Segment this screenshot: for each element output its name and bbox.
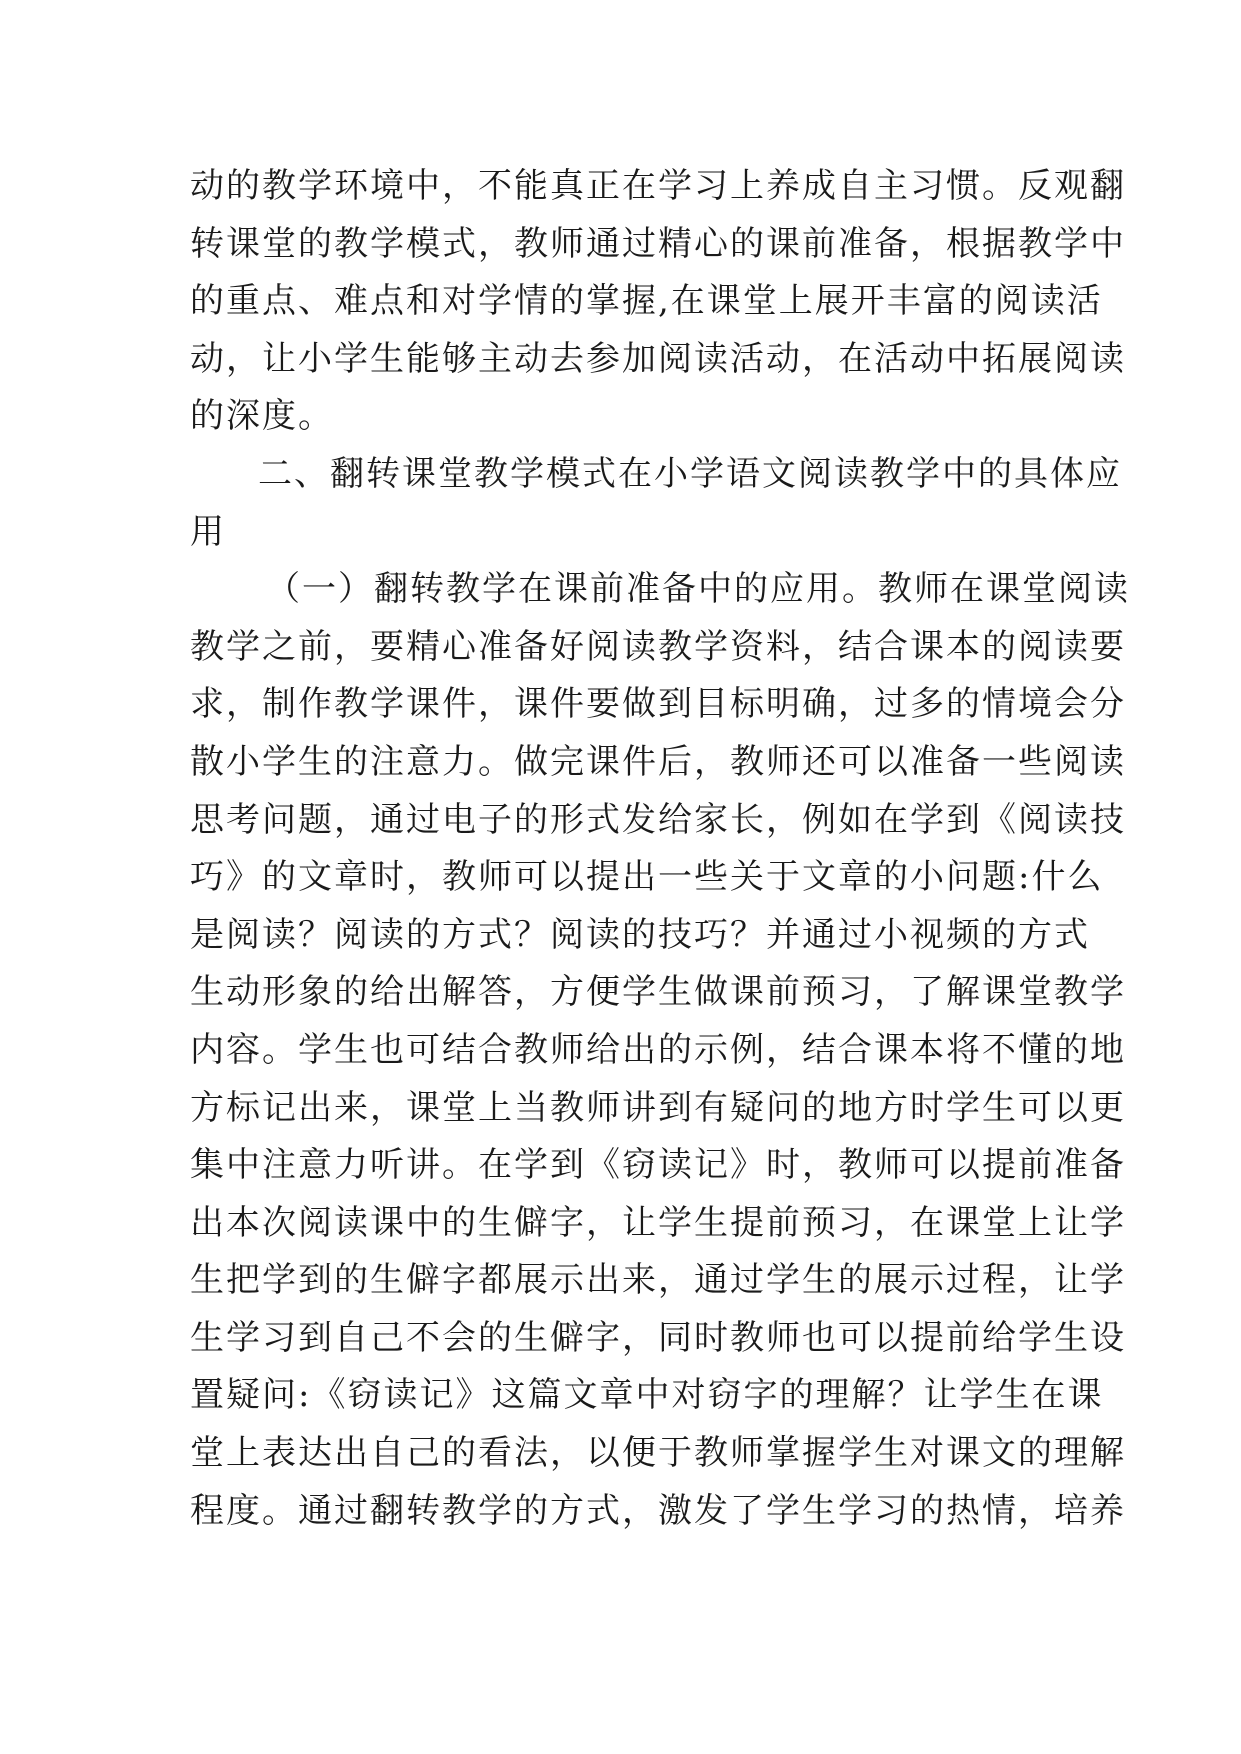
text-line: 置疑问:《窃读记》这篇文章中对窃字的理解？让学生在课	[190, 1375, 1104, 1416]
text-line: 是阅读？阅读的方式？阅读的技巧？并通过小视频的方式	[190, 914, 1090, 955]
heading-line: 用	[190, 511, 226, 552]
paragraph-continuation	[190, 158, 1126, 446]
text-line: 求，制作教学课件，课件要做到目标明确，过多的情境会分	[190, 684, 1126, 725]
text-line: 内容。学生也可结合教师给出的示例，结合课本将不懂的地	[190, 1029, 1126, 1070]
text-line: 散小学生的注意力。做完课件后，教师还可以准备一些阅读	[190, 741, 1126, 782]
text-line: 生学习到自己不会的生僻字，同时教师也可以提前给学生设	[190, 1317, 1126, 1358]
text-line: 动的教学环境中，不能真正在学习上养成自主习惯。反观翻	[190, 166, 1126, 206]
text-line: （一）翻转教学在课前准备中的应用。教师在课堂阅读	[266, 569, 1130, 610]
heading-line: 二、翻转课堂教学模式在小学语文阅读教学中的具体应	[258, 453, 1122, 494]
text-line: 巧》的文章时，教师可以提出一些关于文章的小问题:什么	[190, 857, 1104, 898]
text-line: 方标记出来，课堂上当教师讲到有疑问的地方时学生可以更	[190, 1087, 1126, 1128]
text-line: 的重点、难点和对学情的掌握,在课堂上展开丰富的阅读活	[190, 281, 1103, 322]
text-line: 集中注意力听讲。在学到《窃读记》时，教师可以提前准备	[190, 1145, 1126, 1186]
text-line: 出本次阅读课中的生僻字，让学生提前预习，在课堂上让学	[190, 1202, 1126, 1243]
text-line: 程度。通过翻转教学的方式，激发了学生学习的热情，培养	[190, 1490, 1126, 1531]
text-line: 堂上表达出自己的看法，以便于教师掌握学生对课文的理解	[190, 1433, 1126, 1474]
text-line: 生动形象的给出解答，方便学生做课前预习，了解课堂教学	[190, 972, 1126, 1013]
text-line: 转课堂的教学模式，教师通过精心的课前准备，根据教学中	[190, 223, 1126, 264]
section-heading-2	[190, 446, 1122, 561]
paragraph-subsection-1	[190, 561, 1130, 1540]
body-text	[190, 158, 1130, 1540]
text-line: 的深度。	[190, 396, 334, 437]
text-line: 生把学到的生僻字都展示出来，通过学生的展示过程，让学	[190, 1260, 1126, 1301]
text-line: 思考问题，通过电子的形式发给家长，例如在学到《阅读技	[190, 799, 1126, 840]
text-line: 教学之前，要精心准备好阅读教学资料，结合课本的阅读要	[190, 626, 1126, 667]
text-line: 动，让小学生能够主动去参加阅读活动，在活动中拓展阅读	[190, 338, 1126, 379]
